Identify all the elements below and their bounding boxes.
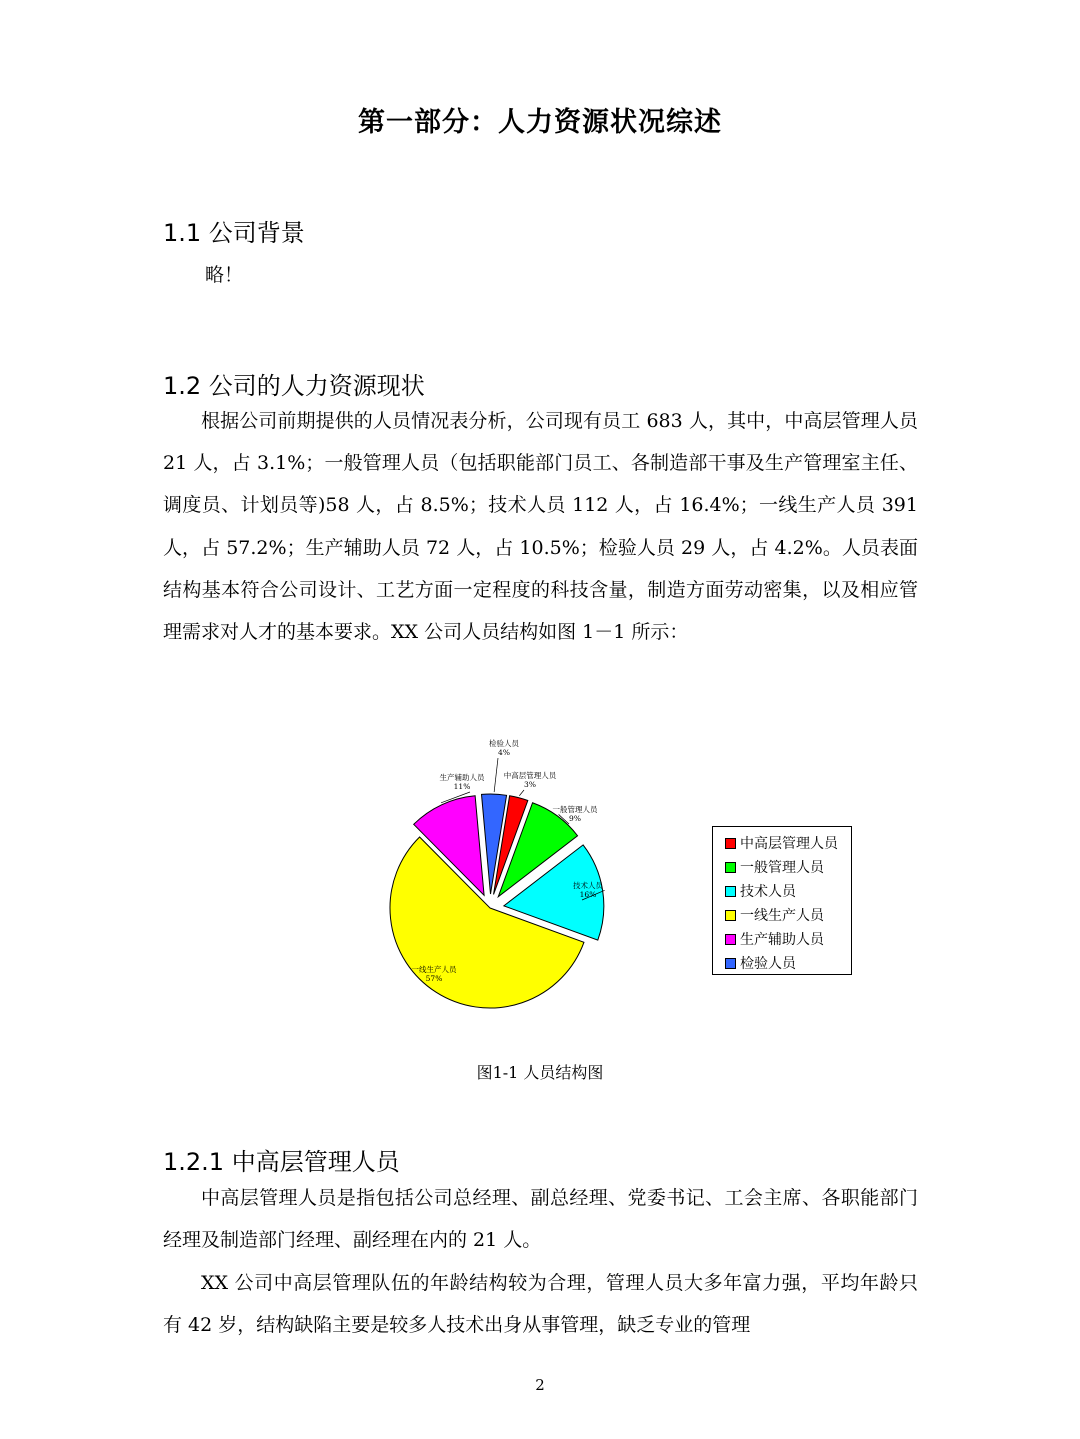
legend-swatch (725, 958, 736, 969)
leader-line (519, 790, 524, 796)
legend-swatch (725, 862, 736, 873)
slice-percent-label: 4% (498, 748, 510, 757)
legend-swatch (725, 934, 736, 945)
slice-percent-label: 9% (569, 814, 581, 823)
section-body-1-1: 略！ (205, 264, 244, 286)
section-body-1-2-1-p2: XX 公司中高层管理队伍的年龄结构较为合理，管理人员大多年富力强，平均年龄只有 42 岁，结构缺陷主要是较多人技术出身从事管理，缺乏专业的管理 (163, 1272, 918, 1337)
chart-legend (712, 826, 852, 975)
legend-item (725, 857, 824, 877)
slice-percent-label: 11% (453, 782, 471, 791)
legend-swatch (725, 838, 736, 849)
legend-item (725, 881, 796, 901)
legend-swatch (725, 886, 736, 897)
slice-name-label: 技术人员 (573, 881, 603, 890)
legend-swatch (725, 910, 736, 921)
slice-name-label: 生产辅助人员 (439, 773, 485, 782)
page-title: 第一部分：人力资源状况综述 (358, 107, 722, 138)
legend-label: 检验人员 (740, 956, 796, 972)
legend-item (725, 905, 824, 925)
legend-item (725, 929, 824, 949)
slice-name-label: 中高层管理人员 (503, 771, 557, 780)
section-heading-1-1: 1.1 公司背景 (163, 219, 305, 247)
slice-percent-label: 16% (579, 890, 597, 899)
slice-percent-label: 57% (425, 974, 443, 983)
slice-name-label: 一线生产人员 (411, 965, 457, 974)
pie-chart (370, 730, 630, 1050)
slice-name-label: 检验人员 (489, 739, 519, 748)
leader-line (494, 758, 498, 792)
legend-item (725, 833, 838, 853)
section-body-1-2-1-p1: 中高层管理人员是指包括公司总经理、副总经理、党委书记、工会主席、各职能部门经理及制造部门经理、副经理在内的 21 人。 (163, 1187, 918, 1252)
legend-label: 生产辅助人员 (740, 932, 824, 948)
section-heading-1-2: 1.2 公司的人力资源现状 (163, 372, 425, 400)
legend-label: 一般管理人员 (740, 860, 824, 876)
section-heading-1-2-1: 1.2.1 中高层管理人员 (163, 1148, 400, 1176)
page-number: 2 (535, 1376, 545, 1394)
slice-name-label: 一般管理人员 (552, 805, 598, 814)
legend-label: 一线生产人员 (740, 908, 824, 924)
legend-label: 技术人员 (740, 884, 796, 900)
legend-item (725, 953, 796, 973)
legend-label: 中高层管理人员 (740, 836, 838, 852)
section-body-1-2: 根据公司前期提供的人员情况表分析，公司现有员工 683 人，其中，中高层管理人员 21 人，占 3.1%；一般管理人员（包括职能部门员工、各制造部干事及生产管理室主任、调度员、计划员等)58 人，占 8.5%；技术人员 112 人，占 16.4%；一线生产人员 391 人，占 57.2%；生产辅助人员 72 人，占 10.5%；检验人员 29 人，占 4.2%。人员表面结构基本符合公司设计、工艺方面一定程度的科技含量，制造方面劳动密集，以及相应管理需求对人才的基本要求。XX 公司人员结构如图 1－1 所示： (163, 410, 918, 644)
figure-caption: 图1-1 人员结构图 (476, 1063, 604, 1082)
slice-percent-label: 3% (524, 780, 536, 789)
